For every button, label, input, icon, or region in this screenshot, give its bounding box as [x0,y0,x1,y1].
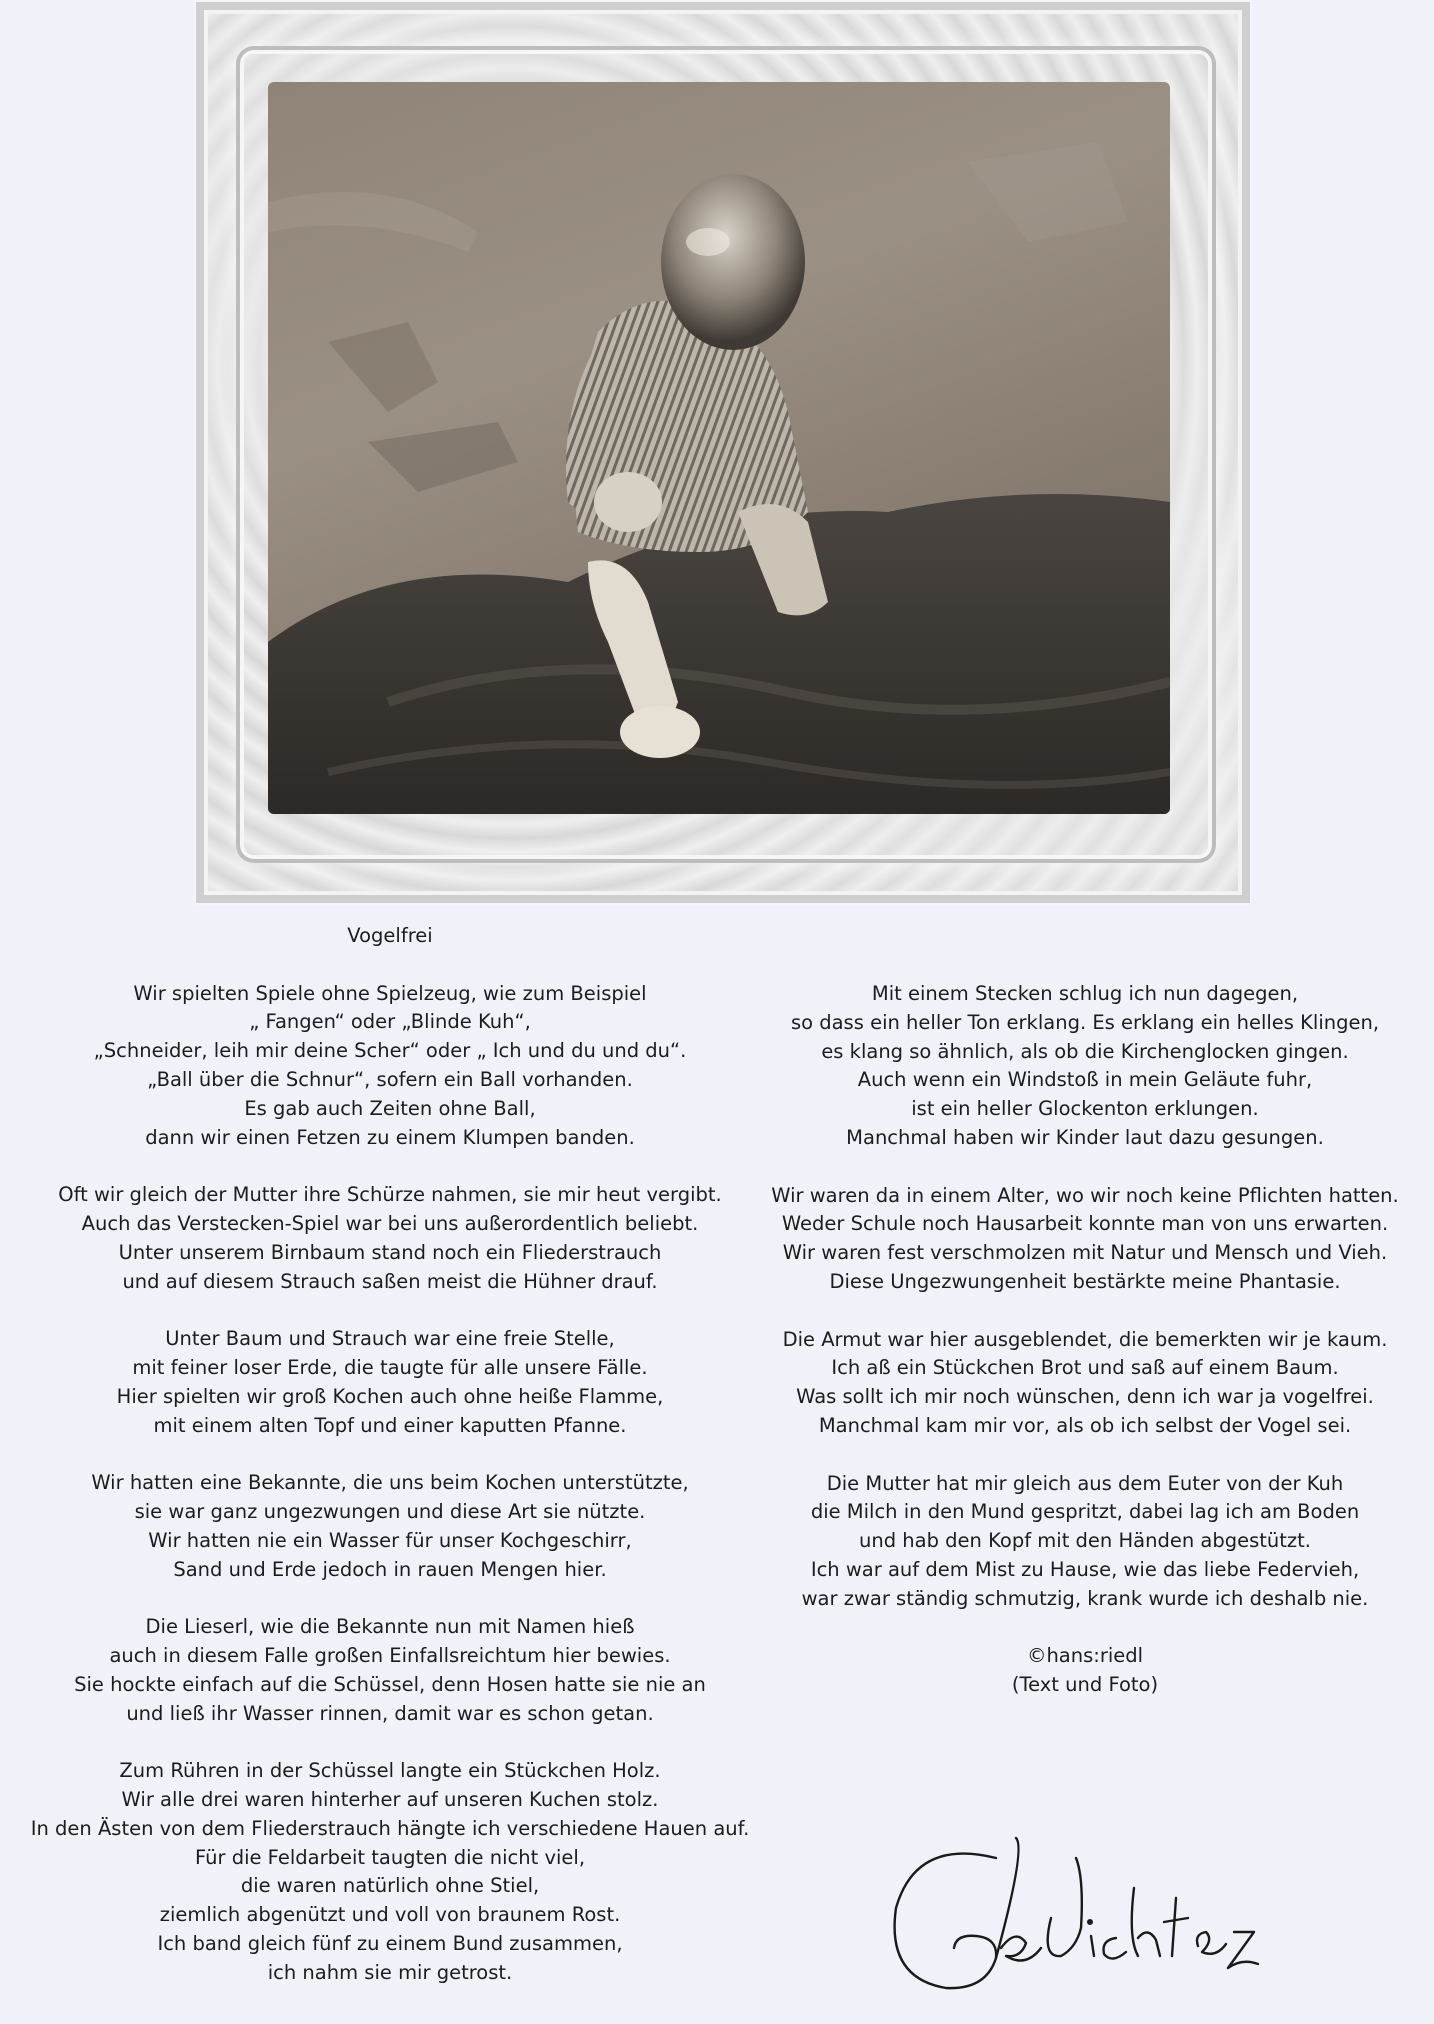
poem-line: Die Mutter hat mir gleich aus dem Euter von der Kuh [826,1471,1344,1495]
gedichtezauber-signature [876,1818,1276,2008]
poem-line: Manchmal haben wir Kinder laut dazu gesungen. [846,1125,1324,1149]
poem-line: Ich aß ein Stückchen Brot und saß auf einem Baum. [831,1356,1339,1380]
poem-line: und auf diesem Strauch saßen meist die Hühner drauf. [122,1269,658,1293]
poem-line: „Ball über die Schnur“, sofern ein Ball vorhanden. [147,1067,633,1091]
vintage-photo [268,82,1170,814]
poem-line: Oft wir gleich der Mutter ihre Schürze nahmen, sie mir heut vergibt. [58,1183,722,1207]
photo-frame [194,0,1252,905]
poem-line: Die Lieserl, wie die Bekannte nun mit Namen hieß [145,1615,635,1639]
stanza [10,1469,770,1584]
stanza [740,1470,1430,1614]
poem-line: Wir alle drei waren hinterher auf unseren Kuchen stolz. [121,1787,659,1811]
stanza [740,1326,1430,1441]
poem-left-column [10,922,770,2016]
poem-line: es klang so ähnlich, als ob die Kirchenglocken gingen. [821,1039,1349,1063]
stanza [10,1757,770,1987]
poem-line: Mit einem Stecken schlug ich nun dagegen, [871,982,1299,1005]
poem-line: „Schneider, leih mir deine Scher“ oder „ Ich und du und du“. [93,1039,687,1063]
poem-right-column [740,980,1430,1729]
poem-line: Auch wenn ein Windstoß in mein Geläute fuhr, [857,1068,1313,1092]
poem-line: ziemlich abgenützt und voll von braunem Rost. [159,1903,621,1927]
poem-line: auch in diesem Falle großen Einfallsreichtum hier bewies. [109,1643,671,1667]
poem-line: Es gab auch Zeiten ohne Ball, [244,1096,536,1120]
poem-line: Was sollt ich mir noch wünschen, denn ich war ja vogelfrei. [796,1385,1374,1409]
poem-title: Vogelfrei [347,924,433,947]
stanza [740,1642,1430,1700]
poem-line: Wir hatten nie ein Wasser für unser Kochgeschirr, [148,1528,632,1552]
poem-line: ist ein heller Glockenton erklungen. [911,1097,1259,1121]
poem-line: die waren natürlich ohne Stiel, [240,1874,540,1898]
poem-line: Unter Baum und Strauch war eine freie Stelle, [165,1327,615,1351]
poem-line: und hab den Kopf mit den Händen abgestützt. [859,1529,1311,1553]
poem-line: Wir waren da in einem Alter, wo wir noch keine Pflichten hatten. [771,1183,1399,1207]
poem-line: die Milch in den Mund gespritzt, dabei lag ich am Boden [810,1500,1360,1524]
poem-line: Hier spielten wir groß Kochen auch ohne heiße Flamme, [116,1384,664,1408]
poem-line: mit einem alten Topf und einer kaputten Pfanne. [153,1413,627,1437]
stanza [740,1182,1430,1297]
poem-line: ich nahm sie mir getrost. [267,1960,513,1984]
poem-line: Unter unserem Birnbaum stand noch ein Fliederstrauch [118,1240,662,1264]
poem-line: Ich band gleich fünf zu einem Bund zusammen, [157,1931,623,1955]
stanza [740,980,1430,1153]
poem-line: (Text und Foto) [1011,1673,1159,1697]
poem-line: Die Armut war hier ausgeblendet, die bemerkten wir je kaum. [782,1327,1388,1351]
poem-line: Wir hatten eine Bekannte, die uns beim Kochen unterstützte, [91,1471,689,1495]
poem-line: ©hans:riedl [1026,1644,1144,1668]
poem-line: und ließ ihr Wasser rinnen, damit war es schon getan. [126,1701,654,1725]
poem-line: Wir waren fest verschmolzen mit Natur und Mensch und Vieh. [782,1241,1388,1265]
poem-line: Auch das Verstecken-Spiel war bei uns außerordentlich beliebt. [81,1211,699,1235]
stanza [10,1325,770,1440]
poem-line: sie war ganz ungezwungen und diese Art sie nützte. [134,1499,646,1523]
poem-line: war zwar ständig schmutzig, krank wurde ich deshalb nie. [801,1586,1369,1610]
poem-line: Für die Feldarbeit taugten die nicht viel, [194,1845,586,1869]
stanza [10,1181,770,1296]
poem-line: dann wir einen Fetzen zu einem Klumpen banden. [145,1125,635,1149]
stanza [10,980,770,1153]
poem-line: In den Ästen von dem Fliederstrauch hängte ich verschiedene Hauen auf. [30,1816,750,1840]
poem-line: Manchmal kam mir vor, als ob ich selbst der Vogel sei. [818,1413,1352,1437]
stanza [10,1613,770,1728]
poem-line: Diese Ungezwungenheit bestärkte meine Phantasie. [829,1269,1341,1293]
poem-line: mit feiner loser Erde, die taugte für alle unsere Fälle. [132,1355,648,1379]
poem-line: Zum Rühren in der Schüssel langte ein Stückchen Holz. [119,1759,661,1783]
poem-line: Sand und Erde jedoch in rauen Mengen hier. [173,1557,607,1581]
poem-line: „ Fangen“ oder „Blinde Kuh“, [249,1010,531,1034]
poem-line: Ich war auf dem Mist zu Hause, wie das liebe Federvieh, [810,1557,1360,1581]
poem-line: Wir spielten Spiele ohne Spielzeug, wie zum Beispiel [133,981,647,1005]
poem-line: so dass ein heller Ton erklang. Es erklang ein helles Klingen, [790,1010,1380,1034]
poem-line: Weder Schule noch Hausarbeit konnte man von uns erwarten. [781,1212,1389,1236]
poem-line: Sie hockte einfach auf die Schüssel, denn Hosen hatte sie nie an [74,1672,706,1696]
